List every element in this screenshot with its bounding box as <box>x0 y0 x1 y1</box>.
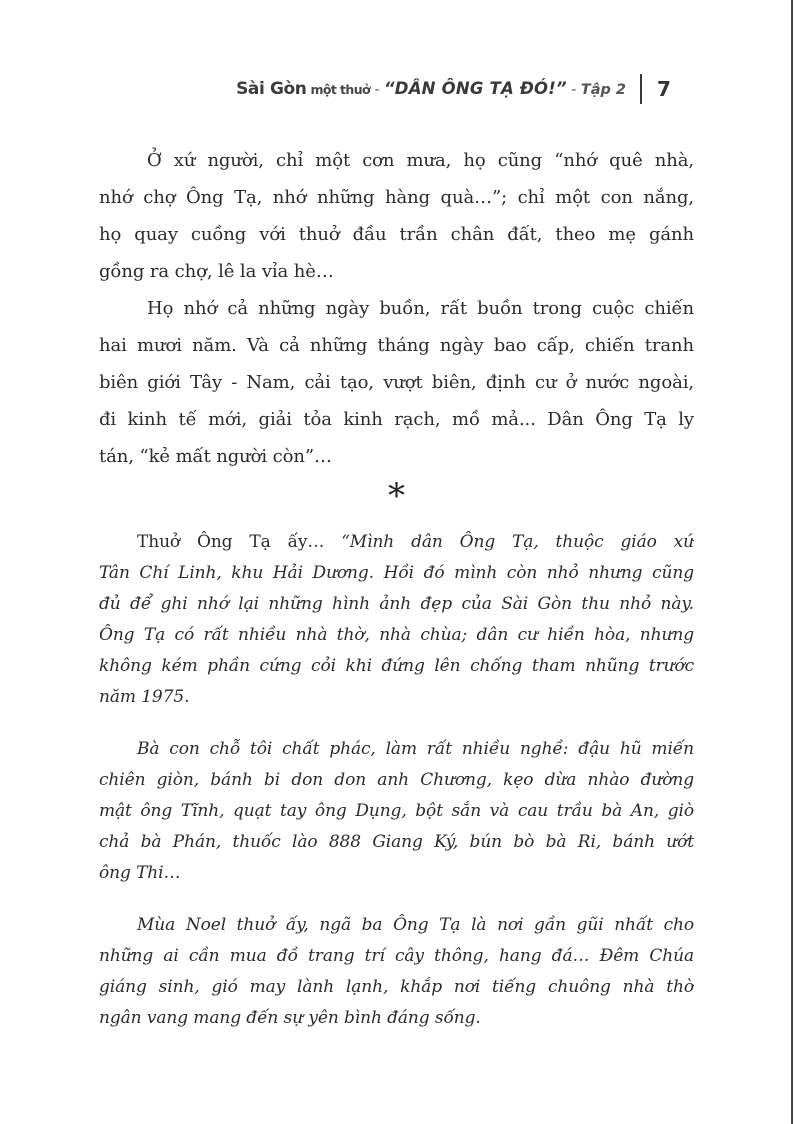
text-segment: Mùa Noel thuở ấy, ngã ba Ông Tạ là nơi gần gũi nhất cho <box>137 915 694 935</box>
text-line <box>99 827 694 858</box>
text-line <box>99 651 694 682</box>
text-segment: đi kinh tế mới, giải tỏa kinh rạch, mồ mả... Dân Ông Tạ ly <box>99 409 694 430</box>
text-line <box>99 438 694 475</box>
text-segment: đủ để ghi nhớ lại những hình ảnh đẹp của Sài Gòn thu nhỏ này. <box>99 594 694 614</box>
body-paragraph-4 <box>99 527 694 713</box>
asterisk-glyph: * <box>388 476 405 516</box>
running-header <box>0 72 794 106</box>
text-line <box>99 734 694 765</box>
text-line <box>99 796 694 827</box>
page-scan-edge-line <box>791 0 793 1124</box>
text-segment: hai mươi năm. Và cả những tháng ngày bao cấp, chiến tranh <box>99 335 694 356</box>
text-segment: Ở xứ người, chỉ một cơn mưa, họ cũng “nhớ quê nhà, <box>147 150 694 171</box>
text-block <box>99 142 694 1034</box>
text-line <box>99 910 694 941</box>
text-line <box>99 858 694 889</box>
text-segment: ngân vang mang đến sự yên bình đáng sống. <box>99 1008 481 1028</box>
text-line <box>99 216 694 253</box>
text-segment: họ quay cuồng với thuở đầu trần chân đất, theo mẹ gánh <box>99 224 694 245</box>
body-paragraph-5 <box>99 734 694 889</box>
text-segment: không kém phần cứng cỏi khi đứng lên chống tham nhũng trước <box>99 656 694 676</box>
text-line <box>99 327 694 364</box>
text-line <box>99 682 694 713</box>
text-line <box>99 558 694 589</box>
text-line <box>99 364 694 401</box>
text-line <box>99 290 694 327</box>
text-segment: nhớ chợ Ông Tạ, nhớ những hàng quà…”; chỉ một con nắng, <box>99 187 694 208</box>
text-segment: biên giới Tây - Nam, cải tạo, vượt biên, định cư ở nước ngoài, <box>99 372 694 393</box>
text-line <box>99 941 694 972</box>
text-segment: chả bà Phán, thuốc lào 888 Giang Ký, bún bò bà Ri, bánh ướt <box>99 832 694 852</box>
text-segment: mật ông Tĩnh, quạt tay ông Dụng, bột sắn và cau trầu bà An, giò <box>99 801 694 821</box>
text-line <box>99 253 694 290</box>
body-paragraph-1 <box>99 142 694 290</box>
header-divider-bar <box>640 74 642 104</box>
text-line <box>99 179 694 216</box>
text-segment: “Mình dân Ông Tạ, thuộc giáo xứ <box>341 532 694 552</box>
text-segment: tán, “kẻ mất người còn”… <box>99 446 332 467</box>
text-line <box>99 401 694 438</box>
text-segment: giáng sinh, gió may lành lạnh, khắp nơi tiếng chuông nhà thờ <box>99 977 694 997</box>
text-segment: Họ nhớ cả những ngày buồn, rất buồn trong cuộc chiến <box>147 298 694 319</box>
text-line <box>99 527 694 558</box>
series-title-script: một thuở <box>310 82 371 97</box>
text-segment: năm 1975. <box>99 687 190 707</box>
page-number: 7 <box>657 77 671 101</box>
text-segment: Thuở Ông Tạ ấy… <box>137 532 342 552</box>
text-line <box>99 972 694 1003</box>
text-line <box>99 620 694 651</box>
text-segment: gồng ra chợ, lê la vỉa hè… <box>99 261 334 282</box>
text-line <box>99 1003 694 1034</box>
text-segment: Tân Chí Linh, khu Hải Dương. Hồi đó mình còn nhỏ nhưng cũng <box>99 563 694 583</box>
text-segment: Bà con chỗ tôi chất phác, làm rất nhiều nghề: đậu hũ miến <box>137 739 694 759</box>
text-segment: chiên giòn, bánh bi don don anh Chương, kẹo dừa nhào đường <box>99 770 694 790</box>
text-segment: ông Thi… <box>99 863 181 883</box>
series-title-bold: Sài Gòn <box>236 79 307 99</box>
text-line <box>99 765 694 796</box>
header-dash: - <box>566 82 581 98</box>
book-title: “DÂN ÔNG TẠ ĐÓ!” <box>383 79 567 98</box>
text-line <box>99 589 694 620</box>
running-header-title <box>236 79 626 99</box>
body-paragraph-6 <box>99 910 694 1034</box>
text-segment: Ông Tạ có rất nhiều nhà thờ, nhà chùa; dân cư hiền hòa, nhưng <box>99 625 694 645</box>
text-segment: những ai cần mua đồ trang trí cây thông, hang đá… Đêm Chúa <box>99 946 694 966</box>
text-line <box>99 142 694 179</box>
body-paragraph-2 <box>99 290 694 475</box>
volume-label: Tập 2 <box>580 82 626 98</box>
header-dash: - <box>370 82 384 98</box>
section-separator <box>99 475 694 527</box>
